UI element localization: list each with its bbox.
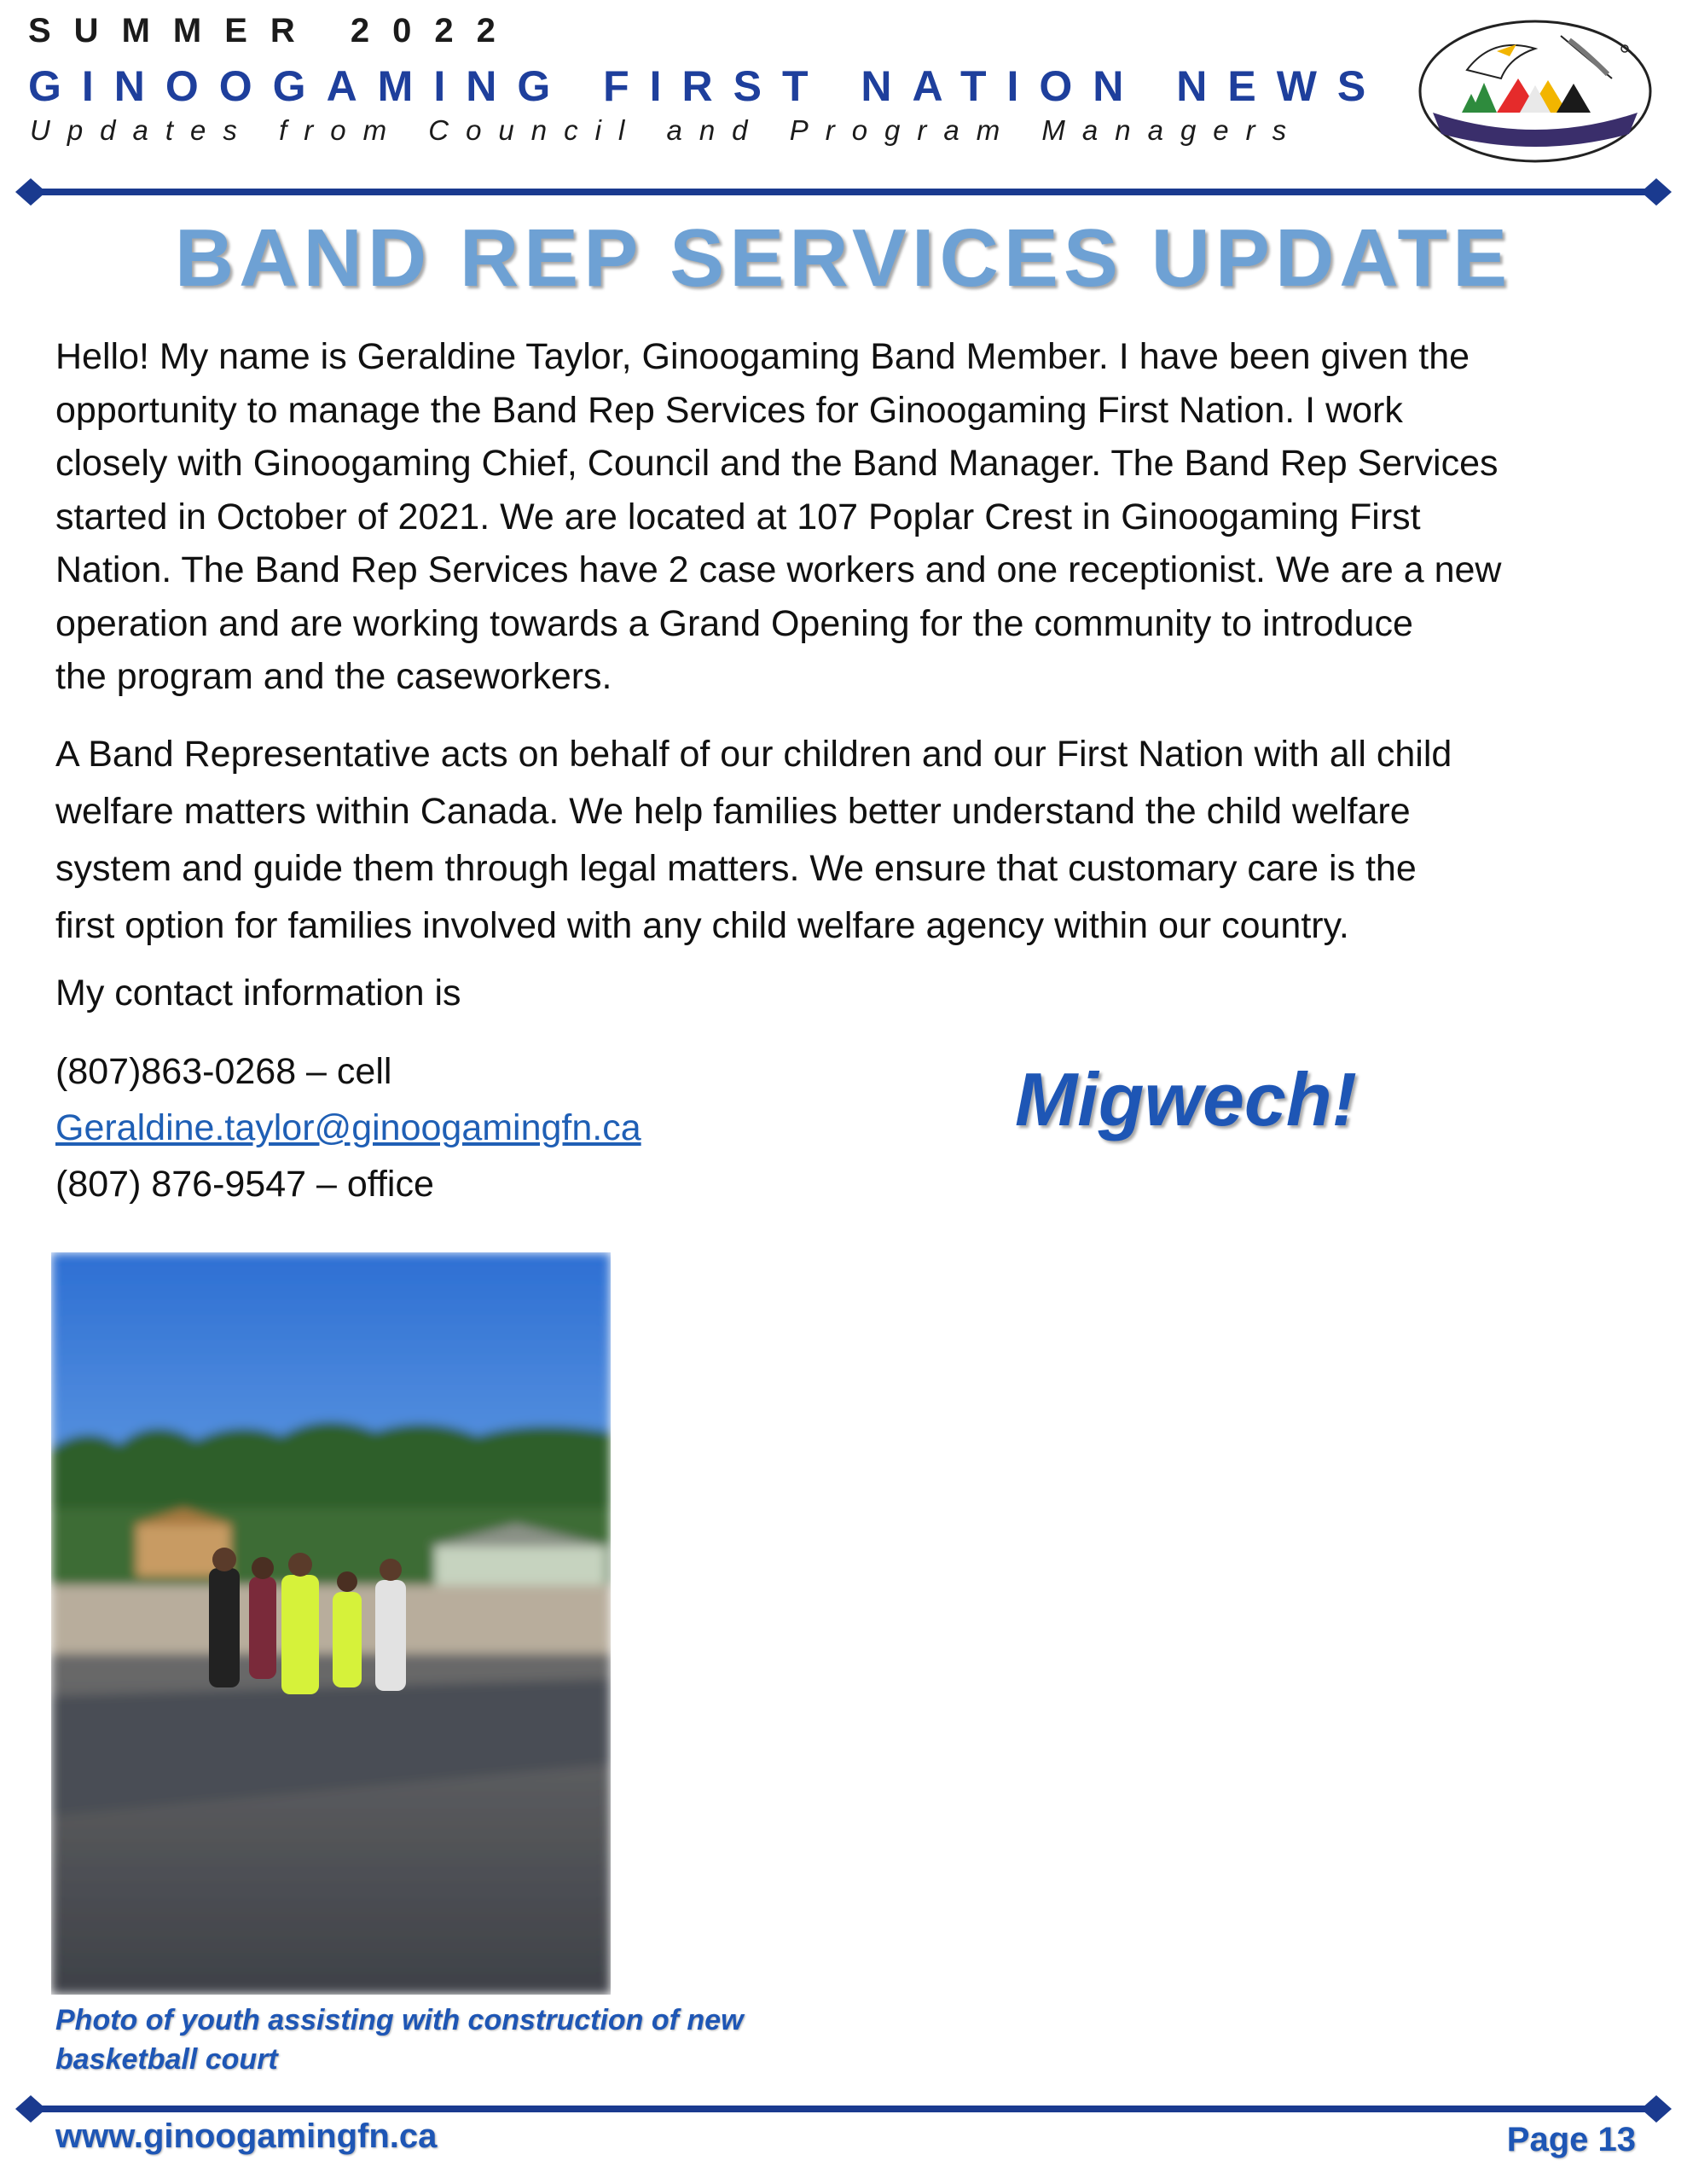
contact-office-phone: (807) 876-9547 – office [55, 1164, 434, 1205]
paragraph-line: Hello! My name is Geraldine Taylor, Ginoogaming Band Member. I have been given the [55, 336, 1470, 377]
header-rule [15, 175, 1672, 209]
paragraph-line: opportunity to manage the Band Rep Services for Ginoogaming First Nation. I work [55, 389, 1403, 431]
contact-intro: My contact information is [55, 973, 461, 1014]
caption-line: Photo of youth assisting with construction of new [55, 2004, 744, 2036]
paragraph-line: first option for families involved with any child welfare agency within our country. [55, 905, 1349, 946]
closing-thanks: Migwech! [1015, 1057, 1357, 1141]
paragraph-line: operation and are working towards a Grand Opening for the community to introduce [55, 602, 1413, 644]
paragraph-line: closely with Ginoogaming Chief, Council and the Band Manager. The Band Rep Services [55, 443, 1499, 484]
intro-paragraph [55, 330, 1642, 704]
newsletter-season: SUMMER 2022 [28, 12, 519, 49]
paragraph-line: system and guide them through legal matters. We ensure that customary care is the [55, 848, 1417, 889]
footer-website-link[interactable]: www.ginoogamingfn.ca [55, 2117, 438, 2155]
contact-cell-phone: (807)863-0268 – cell [55, 1051, 392, 1092]
page-number: Page 13 [1506, 2121, 1636, 2158]
paragraph-line: started in October of 2021. We are located at 107 Poplar Crest in Ginoogaming First [55, 496, 1421, 537]
article-title: BAND REP SERVICES UPDATE [174, 212, 1513, 304]
paragraph-line: A Band Representative acts on behalf of our children and our First Nation with all child [55, 734, 1452, 775]
contact-email-link[interactable]: Geraldine.taylor@ginoogamingfn.ca [55, 1107, 641, 1148]
paragraph-line: Nation. The Band Rep Services have 2 case workers and one receptionist. We are a new [55, 549, 1502, 590]
paragraph-line: welfare matters within Canada. We help families better understand the child welfare [55, 791, 1411, 832]
newsletter-masthead: GINOOGAMING FIRST NATION NEWS [28, 62, 1387, 110]
band-rep-paragraph [55, 726, 1642, 955]
paragraph-line: the program and the caseworkers. [55, 656, 612, 697]
youth-basketball-court-photo [51, 1252, 611, 1995]
photo-caption [55, 2001, 744, 2079]
ginoogaming-logo [1416, 19, 1655, 164]
caption-line: basketball court [55, 2043, 278, 2076]
newsletter-tagline: Updates from Council and Program Managers [30, 114, 1304, 146]
